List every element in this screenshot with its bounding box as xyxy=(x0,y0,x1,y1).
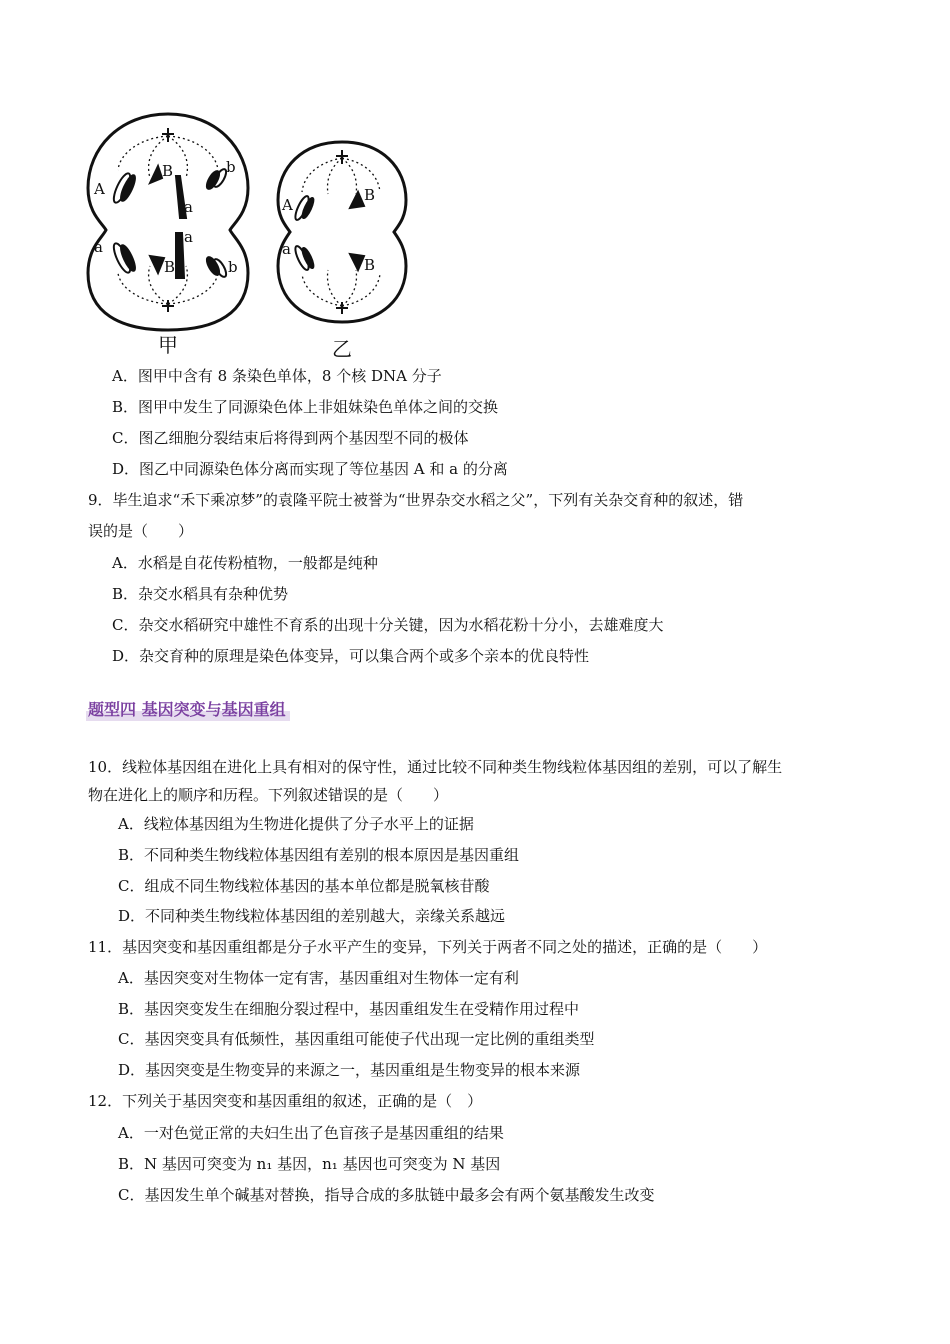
label-a-jia-low: a xyxy=(184,228,193,246)
label-B-yi-low: B xyxy=(364,256,376,274)
q8-option-d: D．图乙中同源染色体分离而实现了等位基因 A 和 a 的分离 xyxy=(112,460,508,478)
q10-stem-line2: 物在进化上的顺序和历程。下列叙述错误的是（ ） xyxy=(88,786,449,804)
label-B-yi: B xyxy=(364,186,376,204)
label-B-jia-low: B xyxy=(164,258,176,276)
q9-stem-line1: 9．毕生追求“禾下乘凉梦”的袁隆平院士被誉为“世界杂交水稻之父”，下列有关杂交育种的叙述，错 xyxy=(88,491,744,509)
cell-label-yi: 乙 xyxy=(332,337,352,358)
q10-option-a: A．线粒体基因组为生物进化提供了分子水平上的证据 xyxy=(118,815,474,833)
q11-option-d: D．基因突变是生物变异的来源之一，基因重组是生物变异的根本来源 xyxy=(118,1061,581,1079)
label-B-jia-top: B xyxy=(162,162,174,180)
cell-division-figure xyxy=(80,108,420,358)
q9-option-c: C．杂交水稻研究中雄性不育系的出现十分关键，因为水稻花粉十分小，去雄难度大 xyxy=(112,616,664,634)
q8-option-a: A．图甲中含有 8 条染色单体，8 个核 DNA 分子 xyxy=(112,367,442,385)
q10-option-b: B．不同种类生物线粒体基因组有差别的根本原因是基因重组 xyxy=(118,846,520,864)
label-b-jia-top: b xyxy=(226,158,236,176)
q9-option-b: B．杂交水稻具有杂种优势 xyxy=(112,585,289,603)
q10-option-c: C．组成不同生物线粒体基因的基本单位都是脱氧核苷酸 xyxy=(118,877,490,895)
q9-option-a: A．水稻是自花传粉植物，一般都是纯种 xyxy=(112,554,378,572)
label-A-yi: A xyxy=(282,196,293,214)
q12-option-c: C．基因发生单个碱基对替换，指导合成的多肽链中最多会有两个氨基酸发生改变 xyxy=(118,1186,655,1204)
label-a-jia: a xyxy=(94,238,103,256)
section-heading: 题型四 基因突变与基因重组 xyxy=(86,699,290,721)
q12-stem: 12．下列关于基因突变和基因重组的叙述，正确的是（ ） xyxy=(88,1092,483,1110)
q11-option-c: C．基因突变具有低频性，基因重组可能使子代出现一定比例的重组类型 xyxy=(118,1030,595,1048)
label-a-jia-mid: a xyxy=(184,198,193,216)
q11-option-a: A．基因突变对生物体一定有害，基因重组对生物体一定有利 xyxy=(118,969,519,987)
q11-stem: 11．基因突变和基因重组都是分子水平产生的变异，下列关于两者不同之处的描述，正确的是（ ） xyxy=(88,938,768,956)
q12-option-a: A．一对色觉正常的夫妇生出了色盲孩子是基因重组的结果 xyxy=(118,1124,504,1142)
q9-option-d: D．杂交育种的原理是染色体变异，可以集合两个或多个亲本的优良特性 xyxy=(112,647,590,665)
cell-yi-outline xyxy=(278,142,406,322)
cell-jia-outline xyxy=(88,114,248,330)
q10-option-d: D．不同种类生物线粒体基因组的差别越大，亲缘关系越远 xyxy=(118,907,506,925)
label-a-yi: a xyxy=(282,240,291,258)
q12-option-b: B．N 基因可突变为 n₁ 基因，n₁ 基因也可突变为 N 基因 xyxy=(118,1155,501,1173)
q11-option-b: B．基因突变发生在细胞分裂过程中，基因重组发生在受精作用过程中 xyxy=(118,1000,580,1018)
q8-option-b: B．图甲中发生了同源染色体上非姐妹染色单体之间的交换 xyxy=(112,398,499,416)
q10-stem-line1: 10．线粒体基因组在进化上具有相对的保守性，通过比较不同种类生物线粒体基因组的差别，可以了解生 xyxy=(88,758,783,776)
cell-label-jia: 甲 xyxy=(158,333,178,357)
q9-stem-line2: 误的是（ ） xyxy=(88,522,194,540)
q8-option-c: C．图乙细胞分裂结束后将得到两个基因型不同的极体 xyxy=(112,429,469,447)
label-A-jia: A xyxy=(94,180,105,198)
label-b-jia-low: b xyxy=(228,258,238,276)
